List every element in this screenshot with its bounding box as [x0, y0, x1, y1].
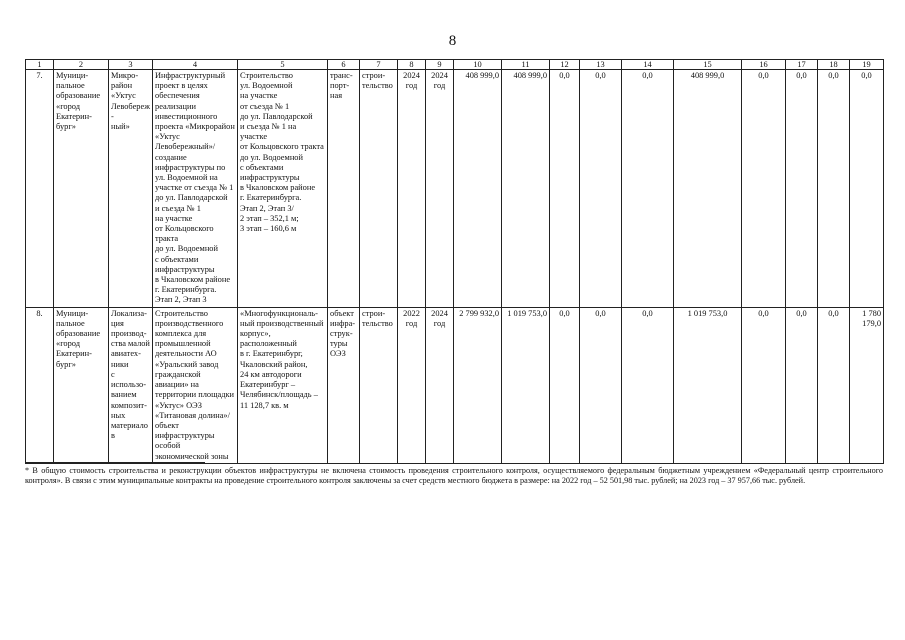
value-cell: 1 780 179,0 — [850, 307, 884, 463]
owner-cell: Муници- пальное образование «город Екатерин- бург» — [54, 307, 109, 463]
column-number: 7 — [360, 60, 398, 70]
column-number: 16 — [742, 60, 786, 70]
value-cell: 1 019 753,0 — [502, 307, 550, 463]
column-number: 4 — [153, 60, 238, 70]
column-number: 18 — [818, 60, 850, 70]
value-cell: 0,0 — [818, 307, 850, 463]
value-cell: 0,0 — [580, 70, 622, 308]
value-cell: 0,0 — [580, 307, 622, 463]
column-number: 11 — [502, 60, 550, 70]
value-cell: 0,0 — [742, 70, 786, 308]
project-cell: Инфраструктурный проект в целях обеспечения реализации инвестиционного проекта «Микрорайон «Уктус Левобережный»/ создание инфраструктуры по ул. Водоемной на участке от съезда № 1 до ул. Павлодарской и съезда № 1 на участке от Кольцовского тракта до ул. Водоемной с объектами инфраструктуры в Чкаловском районе г. Екатеринбурга. Этап 2, Этап 3 — [153, 70, 238, 308]
column-number: 10 — [454, 60, 502, 70]
value-cell: 0,0 — [622, 307, 674, 463]
column-number: 12 — [550, 60, 580, 70]
infrastructure-projects-table — [25, 59, 884, 464]
work-cell: строи- тельство — [360, 70, 398, 308]
column-number: 15 — [674, 60, 742, 70]
column-number: 1 — [26, 60, 54, 70]
value-cell: 408 999,0 — [674, 70, 742, 308]
start-year-cell: 2022 год — [398, 307, 426, 463]
column-number: 17 — [786, 60, 818, 70]
type-cell: объект инфра- струк- туры ОЭЗ — [328, 307, 360, 463]
value-cell: 408 999,0 — [454, 70, 502, 308]
value-cell: 0,0 — [550, 70, 580, 308]
type-cell: транс- порт- ная — [328, 70, 360, 308]
project-cell: Строительство производственного комплекса для промышленной деятельности АО «Уральский завод гражданской авиации» на территории площадки «Уктус» ОЭЗ «Титановая долина»/ объект инфраструктуры особой экономической зоны — [153, 307, 238, 463]
column-number-row — [26, 60, 884, 70]
page-number: 8 — [448, 33, 457, 49]
column-number: 13 — [580, 60, 622, 70]
value-cell: 0,0 — [850, 70, 884, 308]
column-number: 3 — [109, 60, 153, 70]
value-cell: 1 019 753,0 — [674, 307, 742, 463]
value-cell: 408 999,0 — [502, 70, 550, 308]
footnote-divider — [25, 462, 205, 463]
location-cell: Микро- район «Уктус Левобереж- ный» — [109, 70, 153, 308]
column-number: 5 — [238, 60, 328, 70]
value-cell: 0,0 — [786, 70, 818, 308]
owner-cell: Муници- пальное образование «город Екатерин- бург» — [54, 70, 109, 308]
value-cell: 0,0 — [742, 307, 786, 463]
column-number: 2 — [54, 60, 109, 70]
footnote: * В общую стоимость строительства и реконструкции объектов инфраструктуры не включена стоимость проведения строительного контроля, осуществляемого федеральным бюджетным учреждением «Федеральный центр строительного контроля». В связи с этим муниципальные контракты на проведение строительного контроля заключены за счет средств местного бюджета в размере: на 2022 год – 52 501,98 тыс. рублей; на 2023 год – 37 957,66 тыс. рублей. — [25, 466, 883, 485]
start-year-cell: 2024 год — [398, 70, 426, 308]
column-number: 9 — [426, 60, 454, 70]
column-number: 19 — [850, 60, 884, 70]
table-row — [26, 70, 884, 308]
end-year-cell: 2024 год — [426, 70, 454, 308]
column-number: 14 — [622, 60, 674, 70]
object-cell: «Многофункциональ- ный производственный корпус», расположенный в г. Екатеринбург, Чкаловский район, 24 км автодороги Екатеринбург – Челябинск/площадь – 11 128,7 кв. м — [238, 307, 328, 463]
table-row — [26, 307, 884, 463]
column-number: 6 — [328, 60, 360, 70]
value-cell: 0,0 — [622, 70, 674, 308]
value-cell: 0,0 — [818, 70, 850, 308]
column-number: 8 — [398, 60, 426, 70]
location-cell: Локализа- ция производ- ства малой авиатех- ники с использо- ванием композит- ных материалов — [109, 307, 153, 463]
work-cell: строи- тельство — [360, 307, 398, 463]
object-cell: Строительство ул. Водоемной на участке от съезда № 1 до ул. Павлодарской и съезда № 1 на участке от Кольцовского тракта до ул. Водоемной с объектами инфраструктуры в Чкаловском районе г. Екатеринбурга. Этап 2, Этап 3/ 2 этап – 352,1 м; 3 этап – 160,6 м — [238, 70, 328, 308]
row-number-cell: 7. — [26, 70, 54, 308]
value-cell: 0,0 — [550, 307, 580, 463]
value-cell: 2 799 932,0 — [454, 307, 502, 463]
row-number-cell: 8. — [26, 307, 54, 463]
value-cell: 0,0 — [786, 307, 818, 463]
end-year-cell: 2024 год — [426, 307, 454, 463]
